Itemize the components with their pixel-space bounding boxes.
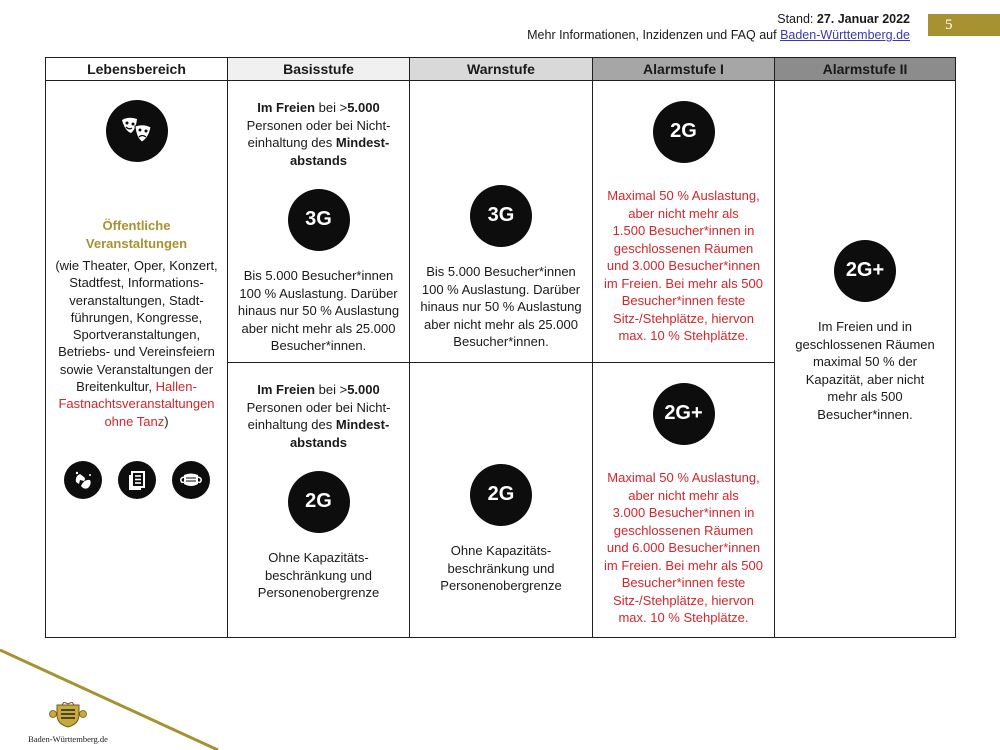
alarm1-top-text (593, 187, 774, 345)
cond-bold: Im Freien (257, 382, 316, 397)
cond-line: Personen oder bei Nicht- (246, 399, 391, 415)
cond-bold: Mindest- (335, 135, 390, 150)
lebensbereich-title (46, 217, 227, 252)
badge-2g: 2G (470, 464, 532, 526)
alarm2-cell (775, 81, 956, 638)
table-row (46, 81, 956, 363)
body-line: beschränkung und (447, 560, 555, 576)
body-line: max. 10 % Stehplätze. (618, 328, 749, 343)
cond-bold: 5.000 (347, 382, 380, 397)
info-text: Mehr Informationen, Inzidenzen und FAQ auf (527, 28, 781, 42)
body-line: geschlossenen Räumen (613, 522, 754, 538)
logo-caption: Baden-Württemberg.de (28, 734, 108, 744)
col-warnstufe: Warnstufe (410, 58, 593, 81)
body-line: Besucher*innen. (817, 406, 913, 422)
badge-2g-plus: 2G+ (653, 383, 715, 445)
body-line: aber nicht mehr als 25.000 (241, 320, 396, 336)
body-line: aber nicht mehr als 25.000 (424, 316, 578, 332)
body-line: maximal 50 % der (812, 354, 918, 369)
warn-bottom-cell (410, 363, 593, 638)
body-line: Kapazität, aber nicht (805, 371, 925, 387)
red-text: Hallen- (155, 379, 197, 395)
body-line: Besucher*innen. (453, 334, 549, 349)
basis-bottom-condition (228, 381, 409, 451)
body-line: und 6.000 Besucher*innen (606, 540, 761, 555)
cond-text: bei > (315, 100, 348, 115)
badge-2g: 2G (288, 471, 350, 533)
body-line: und 3.000 Besucher*innen (606, 258, 761, 273)
basis-top-text (228, 267, 409, 355)
rules-table (45, 57, 956, 638)
body-line: 100 % Auslastung. Darüber (421, 281, 581, 297)
desc-line: führungen, Kongresse, (70, 309, 203, 325)
stand-date: 27. Januar 2022 (816, 12, 910, 26)
basis-bottom-text (228, 549, 409, 602)
col-basisstufe: Basisstufe (228, 58, 410, 81)
body-line: hinaus nur 50 % Auslastung (237, 303, 400, 318)
warn-top-cell (410, 81, 593, 363)
basis-top-cell (228, 81, 410, 363)
desc-line: Betriebs- und Vereinsfeiern (58, 344, 215, 360)
body-line: 100 % Auslastung. Darüber (239, 285, 398, 301)
body-line: Bis 5.000 Besucher*innen (243, 268, 394, 283)
body-line: max. 10 % Stehplätze. (618, 610, 749, 625)
info-link[interactable]: Baden-Württemberg.de (780, 28, 910, 42)
lebensbereich-cell (46, 81, 228, 638)
cond-line (228, 416, 409, 434)
cond-bold: abstands (289, 152, 348, 168)
theater-masks-icon (106, 100, 168, 162)
body-line: 1.500 Besucher*innen in (612, 223, 755, 238)
body-line: Im Freien und in (818, 319, 912, 334)
page-number: 5 (928, 14, 1000, 36)
alarm1-bottom-cell (593, 363, 775, 638)
red-line: Fastnachtsveranstaltungen (58, 396, 215, 412)
table-header-row (46, 58, 956, 81)
badge-2g-plus: 2G+ (834, 240, 896, 302)
cond-bold: Mindest- (335, 417, 390, 432)
body-line: hinaus nur 50 % Auslastung (420, 299, 582, 314)
state-coat-of-arms-icon (49, 702, 87, 728)
cond-line (228, 99, 409, 117)
body-line: Ohne Kapazitäts- (268, 550, 369, 565)
desc-line (46, 413, 227, 430)
close-paren: ) (164, 413, 169, 429)
cond-bold: 5.000 (347, 100, 380, 115)
info-line (527, 27, 910, 43)
cond-bold: abstands (289, 434, 348, 450)
hand-wash-icon (64, 461, 102, 499)
body-line: im Freien. Bei mehr als 500 (604, 557, 763, 573)
cond-line (228, 381, 409, 399)
desc-line: Stadtfest, Informations- (69, 275, 204, 291)
rule-icons (46, 461, 227, 499)
badge-2g: 2G (653, 101, 715, 163)
badge-3g: 3G (470, 185, 532, 247)
body-line: Besucher*innen feste (621, 575, 746, 590)
body-line: Personenobergrenze (257, 585, 380, 600)
body-line: Ohne Kapazitäts- (450, 543, 552, 558)
face-mask-icon (172, 461, 210, 499)
document-list-icon (118, 461, 156, 499)
alarm1-top-cell (593, 81, 775, 363)
basis-bottom-cell (228, 363, 410, 638)
cond-text: bei > (315, 382, 348, 397)
desc-line (46, 378, 227, 395)
cond-text: einhaltung des (247, 417, 336, 432)
cond-line (228, 134, 409, 152)
body-line: aber nicht mehr als (628, 205, 739, 221)
cond-text: einhaltung des (247, 135, 336, 150)
body-line: Sitz-/Stehplätze, hiervon (613, 592, 754, 608)
warn-bottom-text (410, 542, 592, 595)
alarm2-text (775, 318, 955, 423)
stand-line (527, 11, 910, 27)
body-line: Maximal 50 % Auslastung, (607, 470, 760, 485)
body-line: Personenobergrenze (440, 578, 562, 593)
body-line: im Freien. Bei mehr als 500 (604, 275, 763, 291)
body-line: aber nicht mehr als (628, 487, 739, 503)
desc-line: sowie Veranstaltungen der (59, 361, 214, 377)
basis-top-condition (228, 99, 409, 169)
cond-line: Personen oder bei Nicht- (246, 117, 391, 133)
body-line: geschlossenen Räumen (795, 336, 935, 352)
col-alarmstufe-2: Alarmstufe II (775, 58, 956, 81)
desc-line: veranstaltungen, Stadt- (69, 292, 204, 308)
col-alarmstufe-1: Alarmstufe I (593, 58, 775, 81)
body-line: Sitz-/Stehplätze, hiervon (613, 310, 754, 326)
warn-top-text (410, 263, 592, 351)
cond-line (228, 152, 409, 170)
desc-text: Breitenkultur, (76, 379, 156, 395)
desc-line: (wie Theater, Oper, Konzert, (55, 258, 218, 273)
cond-bold: Im Freien (257, 100, 316, 115)
body-line: Besucher*innen feste (621, 293, 746, 308)
alarm1-bottom-text (593, 469, 774, 627)
red-text: ohne Tanz (104, 413, 165, 429)
body-line: beschränkung und (265, 567, 372, 583)
body-line: geschlossenen Räumen (613, 240, 754, 256)
badge-3g: 3G (288, 189, 350, 251)
footer-logo[interactable] (8, 702, 128, 744)
desc-line: Sportveranstaltungen, (72, 327, 201, 343)
lebensbereich-description (46, 257, 227, 430)
body-line: 3.000 Besucher*innen in (612, 505, 755, 520)
col-lebensbereich: Lebensbereich (46, 58, 228, 81)
body-line: Besucher*innen. (270, 338, 367, 353)
title-line: Veranstaltungen (85, 235, 188, 251)
cond-line (228, 434, 409, 452)
header-info (527, 11, 910, 43)
body-line: mehr als 500 (827, 389, 903, 404)
body-line: Bis 5.000 Besucher*innen (426, 264, 576, 279)
stand-label: Stand: (777, 12, 817, 26)
title-line: Öffentliche (102, 218, 171, 233)
body-line: Maximal 50 % Auslastung, (607, 188, 760, 203)
